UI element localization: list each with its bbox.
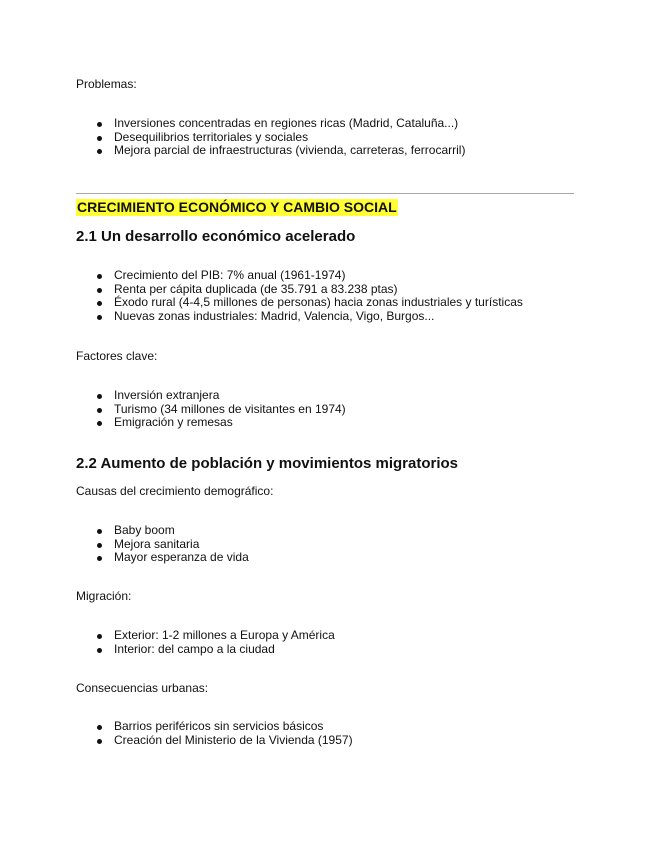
urban-consequences-list [76, 720, 353, 747]
list-item: Mayor esperanza de vida [76, 551, 249, 565]
list-item: Mejora sanitaria [76, 538, 249, 552]
list-item: Crecimiento del PIB: 7% anual (1961-1974) [76, 269, 523, 283]
list-item: Baby boom [76, 524, 249, 538]
problems-label: Problemas: [76, 77, 137, 91]
list-item: Renta per cápita duplicada (de 35.791 a 83.238 ptas) [76, 283, 523, 297]
key-factors-list [76, 389, 346, 430]
list-item: Inversión extranjera [76, 389, 346, 403]
urban-consequences-label: Consecuencias urbanas: [76, 681, 209, 695]
demographic-causes-list [76, 524, 249, 565]
list-item: Desequilibrios territoriales y sociales [76, 131, 465, 145]
list-item: Exterior: 1-2 millones a Europa y América [76, 629, 335, 643]
horizontal-divider [76, 193, 574, 194]
key-factors-label: Factores clave: [76, 349, 158, 363]
economic-growth-list [76, 269, 523, 323]
list-item: Turismo (34 millones de visitantes en 1974) [76, 403, 346, 417]
list-item: Mejora parcial de infraestructuras (vivienda, carreteras, ferrocarril) [76, 144, 465, 158]
list-item: Nuevas zonas industriales: Madrid, Valencia, Vigo, Burgos... [76, 310, 523, 324]
list-item: Emigración y remesas [76, 416, 346, 430]
heading-2-1: 2.1 Un desarrollo económico acelerado [76, 228, 356, 245]
list-item: Éxodo rural (4-4,5 millones de personas) hacia zonas industriales y turísticas [76, 296, 523, 310]
list-item: Interior: del campo a la ciudad [76, 643, 335, 657]
section-title-highlighted: CRECIMIENTO ECONÓMICO Y CAMBIO SOCIAL [77, 199, 397, 215]
demographic-causes-label: Causas del crecimiento demográfico: [76, 484, 274, 498]
list-item: Inversiones concentradas en regiones ricas (Madrid, Cataluña...) [76, 117, 465, 131]
migration-label: Migración: [76, 589, 132, 603]
heading-2-2: 2.2 Aumento de población y movimientos migratorios [76, 455, 459, 472]
migration-list [76, 629, 335, 656]
list-item: Creación del Ministerio de la Vivienda (1957) [76, 734, 353, 748]
problems-list [76, 117, 465, 158]
list-item: Barrios periféricos sin servicios básicos [76, 720, 353, 734]
